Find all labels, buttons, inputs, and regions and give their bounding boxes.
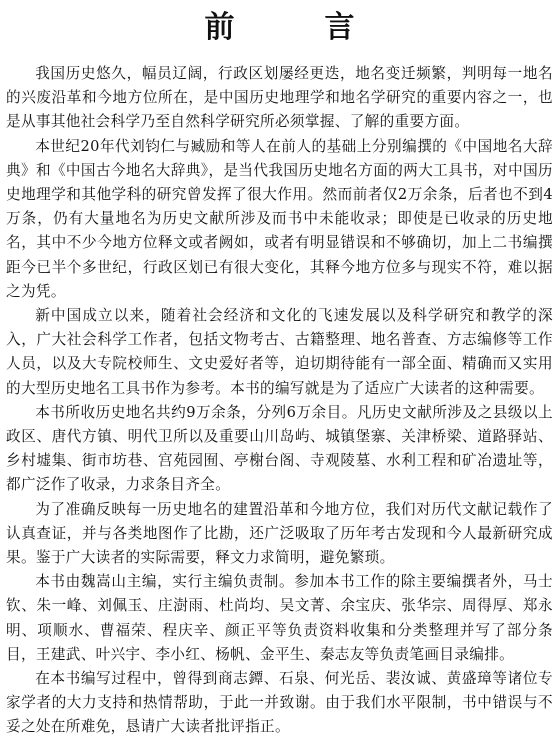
- document-page: [0, 6, 559, 736]
- paragraph-3: 新中国成立以来，随着社会经济和文化的飞速发展以及科学研究和教学的深入，广大社会科学工作者，包括文物考古、古籍整理、地名普查、方志编修等工作人员，以及大专院校师生、文史爱好者等，迫切期待能有一部全面、精确而又实用的大型历史地名工具书作为参考。本书的编写就是为了适应广大读者的这种需要。: [6, 307, 553, 397]
- paragraph-5: 为了准确反映每一历史地名的建置沿革和今地方位，我们对历代文献记载作了认真查证，并与各类地图作了比勘，还广泛吸取了历年考古发现和今人最新研究成果。鉴于广大读者的实际需要，释文力求简明，避免繁琐。: [6, 500, 553, 567]
- page-title: 前 言: [204, 10, 385, 45]
- paragraph-6: 本书由魏嵩山主编，实行主编负责制。参加本书工作的除主要编撰者外，马士钦、朱一峰、刘佩玉、庄澍雨、杜尚均、吴文菁、余宝庆、张华宗、周得厚、郑永明、项顺水、曹福荣、程庆辛、颜正平等负责资料收集和分类整理并写了部分条目，王建武、叶兴宇、李小红、杨帆、金平生、秦志友等负责笔画目录编排。: [6, 573, 553, 663]
- paragraph-1: 我国历史悠久，幅员辽阔，行政区划屡经更迭，地名变迁频繁，判明每一地名的兴废沿革和今地方位所在，是中国历史地理学和地名学研究的重要内容之一，也是从事其他社会科学乃至自然科学研究所必须掌握、了解的重要方面。: [6, 65, 553, 131]
- preface-body: [6, 62, 553, 740]
- paragraph-7: 在本书编写过程中，曾得到商志鐔、石泉、何光岳、裴汝诚、黄盛璋等诸位专家学者的大力支持和热情帮助，于此一并致谢。由于我们水平限制，书中错误与不妥之处在所难免，恳请广大读者批评指正。: [6, 670, 553, 736]
- paragraph-4: 本书所收历史地名共约9万余条，分列6万余目。凡历史文献所涉及之县级以上政区、唐代方镇、明代卫所以及重要山川岛屿、城镇堡寨、关津桥梁、道路驿站、乡村墟集、街市坊巷、宫苑园囿、亭榭台阁、寺观陵墓、水利工程和矿冶遗址等，都广泛作了收录，力求条目齐全。: [6, 403, 553, 494]
- paragraph-2: 本世纪20年代刘钧仁与臧励和等人在前人的基础上分别编撰的《中国地名大辞典》和《中国古今地名大辞典》，是当代我国历史地名方面的两大工具书，对中国历史地理学和其他学科的研究曾发挥了很大作用。然而前者仅2万余条，后者也不到4万条，仍有大量地名为历史文献所涉及而书中未能收录；即使是已收录的历史地名，其中不少今地方位释文或者阙如，或者有明显错误和不够确切，加上二书编撰距今已半个多世纪，行政区划已有很大变化，其释今地方位多与现实不符，难以据之为凭。: [6, 137, 553, 300]
